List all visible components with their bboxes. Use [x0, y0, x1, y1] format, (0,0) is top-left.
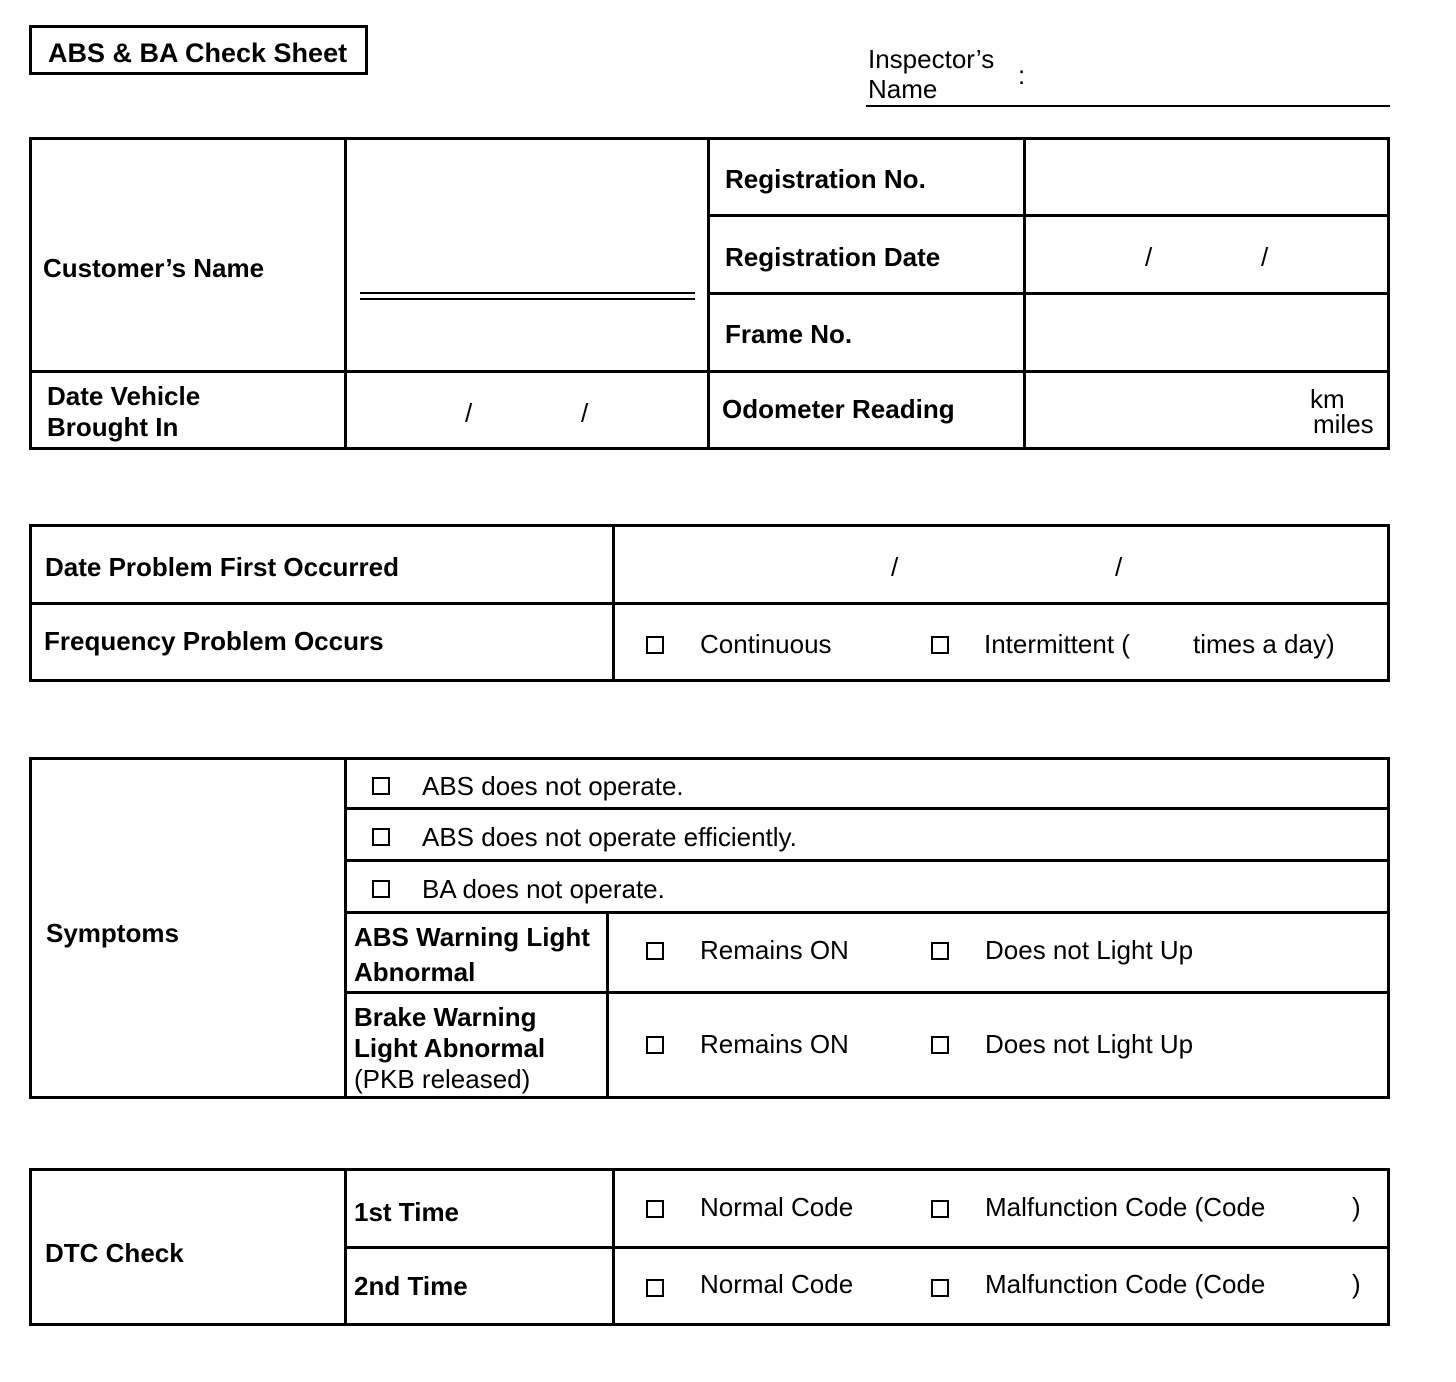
dtc-first-close-paren: ) [1352, 1192, 1361, 1222]
registration-date-sep1: / [1145, 242, 1153, 272]
brake-warning-label-line3: (PKB released) [354, 1064, 531, 1094]
odometer-unit-miles: miles [1313, 409, 1374, 439]
brake-remains-on-label: Remains ON [700, 1029, 849, 1059]
registration-date-sep2: / [1261, 242, 1269, 272]
abs-not-light-up-checkbox[interactable] [931, 942, 949, 960]
dtc-first-time-label: 1st Time [354, 1197, 460, 1227]
date-brought-in-sep1: / [465, 398, 473, 428]
frame-no-field[interactable] [1026, 295, 1387, 370]
times-a-day-label: times a day) [1193, 629, 1335, 659]
abs-not-efficient-checkbox[interactable] [372, 828, 390, 846]
dtc-check-label: DTC Check [45, 1238, 184, 1268]
symptoms-label: Symptoms [46, 918, 179, 948]
odometer-unit-km: km [1310, 384, 1345, 414]
date-brought-in-label-line1: Date Vehicle [47, 381, 201, 411]
dtc-second-malfunction-checkbox[interactable] [931, 1279, 949, 1297]
intermittent-checkbox[interactable] [931, 636, 949, 654]
continuous-checkbox[interactable] [646, 636, 664, 654]
odometer-label: Odometer Reading [722, 394, 955, 424]
dtc-second-close-paren: ) [1352, 1269, 1361, 1299]
inspector-name-field[interactable] [866, 105, 1390, 107]
continuous-label: Continuous [700, 629, 832, 659]
date-first-occurred-sep2: / [1115, 552, 1123, 582]
ba-not-operate-label: BA does not operate. [422, 874, 665, 904]
abs-not-light-up-label: Does not Light Up [985, 935, 1194, 965]
inspector-label-line2: Name [868, 74, 938, 104]
ba-not-operate-checkbox[interactable] [372, 880, 390, 898]
abs-not-operate-label: ABS does not operate. [422, 771, 684, 801]
brake-not-light-up-checkbox[interactable] [931, 1036, 949, 1054]
dtc-first-malfunction-label: Malfunction Code (Code [985, 1192, 1266, 1222]
dtc-second-normal-label: Normal Code [700, 1269, 854, 1299]
dtc-second-malfunction-label: Malfunction Code (Code [985, 1269, 1266, 1299]
dtc-first-normal-checkbox[interactable] [646, 1200, 664, 1218]
dtc-second-time-label: 2nd Time [354, 1271, 468, 1301]
abs-warning-label-line2: Abnormal [354, 957, 476, 987]
brake-warning-label-line1: Brake Warning [354, 1002, 537, 1032]
brake-warning-label-line2: Light Abnormal [354, 1033, 546, 1063]
inspector-name-label [868, 44, 994, 104]
date-first-occurred-sep1: / [891, 552, 899, 582]
registration-no-label: Registration No. [725, 164, 926, 194]
date-first-occurred-label: Date Problem First Occurred [45, 552, 399, 582]
dtc-second-normal-checkbox[interactable] [646, 1279, 664, 1297]
abs-remains-on-checkbox[interactable] [646, 942, 664, 960]
customer-name-field[interactable] [360, 292, 695, 294]
brake-not-light-up-label: Does not Light Up [985, 1029, 1194, 1059]
inspector-colon: : [1018, 60, 1026, 90]
dtc-first-normal-label: Normal Code [700, 1192, 854, 1222]
customer-name-label: Customer’s Name [43, 253, 265, 283]
abs-not-efficient-label: ABS does not operate efficiently. [422, 822, 797, 852]
abs-warning-label-line1: ABS Warning Light [354, 922, 590, 952]
date-brought-in-label-line2: Brought In [47, 412, 179, 442]
frame-no-label: Frame No. [725, 319, 853, 349]
registration-no-field[interactable] [1026, 140, 1387, 214]
dtc-first-malfunction-checkbox[interactable] [931, 1200, 949, 1218]
inspector-label-line1: Inspector’s [868, 44, 995, 74]
date-brought-in-sep2: / [581, 398, 589, 428]
intermittent-label: Intermittent ( [984, 629, 1130, 659]
frequency-label: Frequency Problem Occurs [44, 626, 384, 656]
registration-date-label: Registration Date [725, 242, 941, 272]
abs-not-operate-checkbox[interactable] [372, 777, 390, 795]
abs-remains-on-label: Remains ON [700, 935, 849, 965]
brake-remains-on-checkbox[interactable] [646, 1036, 664, 1054]
sheet-title: ABS & BA Check Sheet [29, 25, 368, 75]
